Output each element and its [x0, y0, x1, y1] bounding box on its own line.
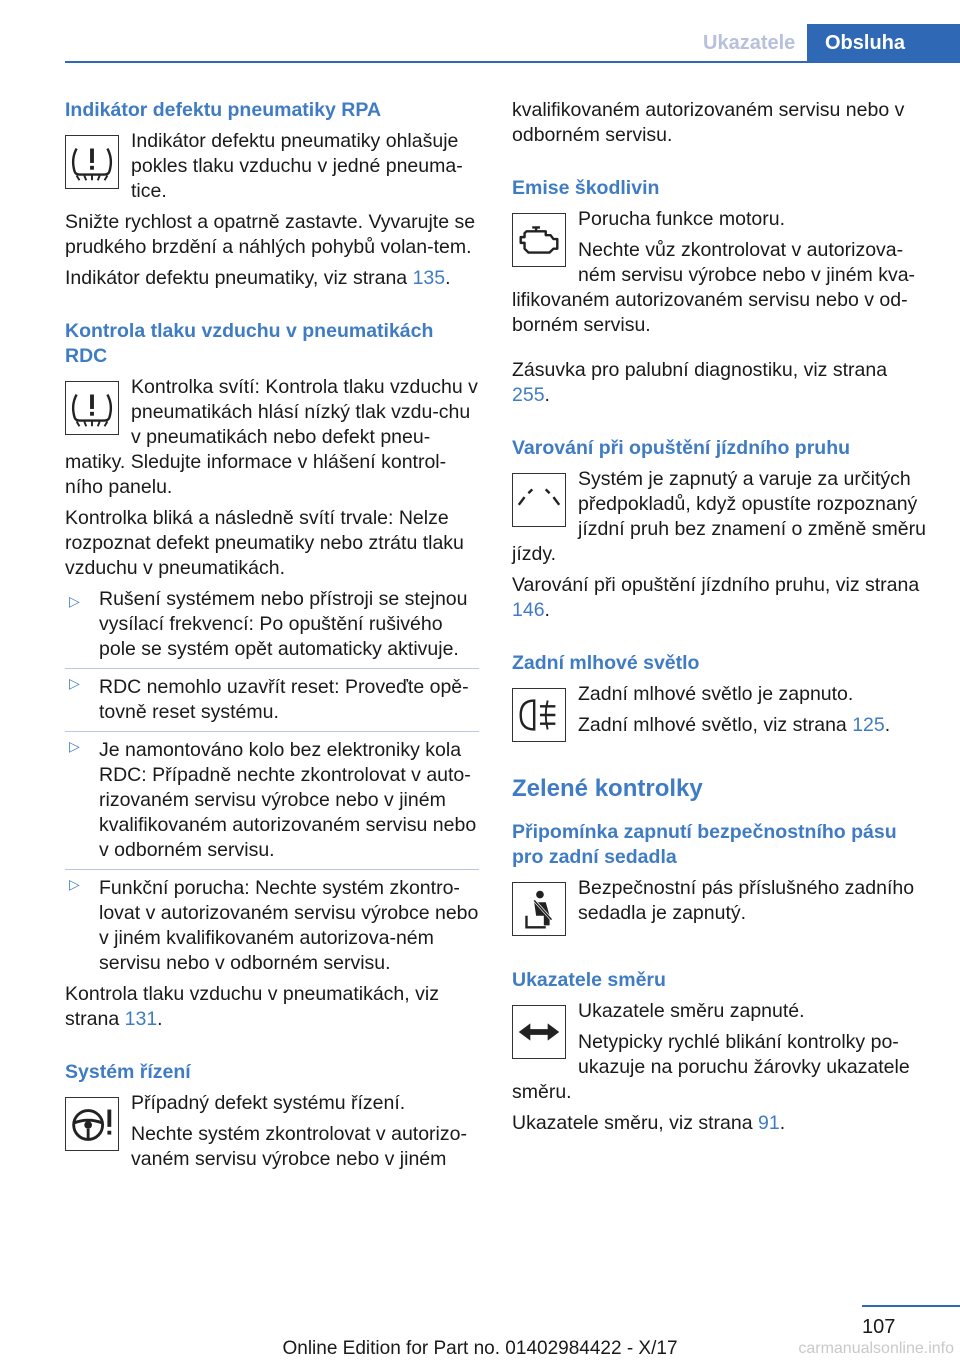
turn-p2: Netypicky rychlé blikání kontrolky po-ukazuje na poruchu žárovky ukazatele směru.	[512, 1031, 910, 1103]
header-tabs	[655, 24, 960, 62]
emissions-reference: Zásuvka pro palubní diagnostiku, viz strana 255.	[512, 359, 888, 406]
emissions-heading: Emise škodlivin	[512, 177, 660, 199]
lane-departure-icon	[512, 473, 566, 527]
tab-obsluha[interactable]: Obsluha	[807, 24, 960, 62]
lane-reference: Varování při opuštění jízdního pruhu, viz strana 146.	[512, 574, 920, 621]
tire-pressure-warning-icon	[65, 135, 119, 189]
rpa-heading: Indikátor defektu pneumatiky RPA	[65, 99, 382, 121]
rdc-bullet-list	[65, 587, 479, 976]
page-link[interactable]: 135	[412, 267, 446, 289]
footer-rule	[862, 1305, 960, 1307]
check-engine-icon	[512, 213, 566, 267]
footer-edition: Online Edition for Part no. 01402984422 - X/17	[282, 1338, 678, 1359]
tire-pressure-warning-icon	[65, 381, 119, 435]
page-link[interactable]: 255	[512, 384, 545, 406]
list-item: ▷ Funkční porucha: Nechte systém zkontro-lovat v autorizovaném servisu výrobce nebo v jiném kvalifikovaném autorizova-ném servisu nebo v odborném servisu.	[65, 869, 479, 976]
fog-p1: Zadní mlhové světlo je zapnuto.	[578, 683, 854, 705]
page-link[interactable]: 131	[124, 1008, 158, 1030]
rdc-reference: Kontrola tlaku vzduchu v pneumatikách, viz strana 131.	[65, 983, 439, 1030]
footer-watermark: carmanualsonline.info	[798, 1340, 954, 1357]
header-rule	[65, 61, 960, 63]
turn-p1: Ukazatele směru zapnuté.	[578, 1000, 805, 1022]
list-item: ▷ Je namontováno kolo bez elektroniky kola RDC: Případně nechte zkontrolovat v auto-rizovaném servisu výrobce nebo v jiném kvalifikovaném autorizovaném servisu nebo v odborném servisu.	[65, 731, 479, 863]
triangle-bullet-icon: ▷	[69, 738, 80, 754]
list-item: ▷ Rušení systémem nebo přístroji se stejnou vysílací frekvencí: Po opuštění rušivého pole se systém opět automaticky aktivuje.	[69, 588, 468, 660]
rear-fog-light-icon	[512, 688, 566, 742]
emissions-p1: Porucha funkce motoru.	[578, 208, 786, 230]
rdc-icon-text: Kontrolka svítí: Kontrola tlaku vzduchu v pneumatikách hlásí nízký tlak vzdu-chu v pneumatikách nebo defekt pneu-matiky. Sledujte informace v hlášení kontrol-ního panelu.	[65, 376, 478, 498]
turn-signal-icon	[512, 1005, 566, 1059]
page-link[interactable]: 91	[758, 1112, 780, 1134]
tab-ukazatele[interactable]: Ukazatele	[703, 32, 796, 54]
page-number: 107	[862, 1316, 896, 1338]
page-link[interactable]: 125	[852, 714, 885, 736]
lane-heading: Varování při opuštění jízdního pruhu	[512, 437, 851, 459]
rpa-reference: Indikátor defektu pneumatiky, viz strana 135.	[65, 267, 451, 289]
fog-reference: Zadní mlhové světlo, viz strana 125.	[578, 714, 891, 736]
left-column	[65, 98, 479, 1178]
turn-heading: Ukazatele směru	[512, 969, 666, 991]
lane-p1: Systém je zapnutý a varuje za určitých předpokladů, když opustíte rozpoznaný jízdní pruh bez znamení o změně směru jízdy.	[512, 468, 926, 565]
triangle-bullet-icon: ▷	[69, 876, 80, 892]
triangle-bullet-icon: ▷	[69, 675, 80, 691]
steering-warning-icon	[65, 1097, 119, 1151]
emissions-p2: Nechte vůz zkontrolovat v autorizova-ném servisu výrobce nebo v jiném kva-lifikovaném autorizovaném servisu nebo v od-borném servisu.	[512, 239, 916, 336]
belt-heading: Připomínka zapnutí bezpečnostního pásu pro zadní sedadla	[512, 821, 897, 868]
rpa-paragraph: Snižte rychlost a opatrně zastavte. Vyvarujte se prudkého brzdění a náhlých pohybů volan-tem.	[65, 211, 476, 258]
rdc-paragraph: Kontrolka bliká a následně svítí trvale: Nelze rozpoznat defekt pneumatiky nebo ztrátu tlaku vzduchu v pneumatikách.	[65, 507, 464, 579]
green-lights-heading: Zelené kontrolky	[512, 775, 703, 802]
page-link[interactable]: 146	[512, 599, 545, 621]
steering-heading: Systém řízení	[65, 1061, 191, 1083]
list-item: ▷ RDC nemohlo uzavřít reset: Proveďte opě-tovně reset systému.	[65, 668, 479, 725]
right-column	[512, 98, 926, 1142]
turn-reference: Ukazatele směru, viz strana 91.	[512, 1112, 786, 1134]
steering-continued: kvalifikovaném autorizovaném servisu nebo v odborném servisu.	[512, 99, 905, 146]
rpa-icon-text: Indikátor defektu pneumatiky ohlašuje pokles tlaku vzduchu v jedné pneuma-tice.	[131, 130, 463, 202]
belt-p1: Bezpečnostní pás příslušného zadního sedadla je zapnutý.	[578, 877, 915, 924]
seatbelt-icon	[512, 882, 566, 936]
triangle-bullet-icon: ▷	[69, 593, 80, 609]
rdc-heading: Kontrola tlaku vzduchu v pneumatikách RDC	[65, 320, 434, 367]
steering-p1: Případný defekt systému řízení.	[131, 1092, 406, 1114]
fog-heading: Zadní mlhové světlo	[512, 652, 700, 674]
steering-p2: Nechte systém zkontrolovat v autorizo-vaném servisu výrobce nebo v jiném	[131, 1123, 467, 1170]
